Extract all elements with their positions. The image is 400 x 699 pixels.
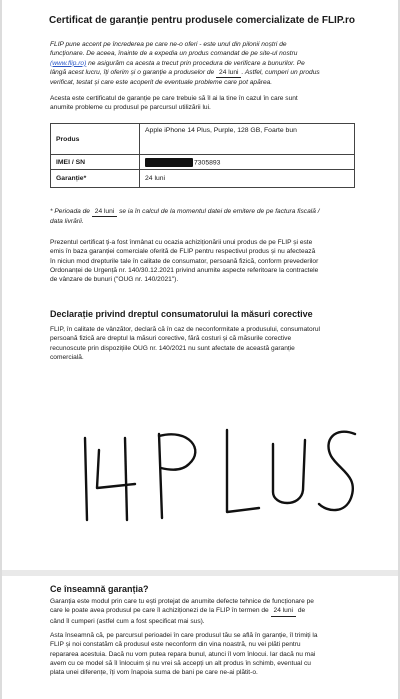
warranty-months-field: 24 luni bbox=[216, 68, 241, 78]
declaration-paragraph: FLIP, în calitate de vânzător, declară că în caz de neconformitate a produsului, consumatorul persoană fizică are dreptul la măsuri corective, fără costuri și că măsurile corective recunoscute prin dispozițiile OUG nr. 140/2021 nu sunt afectate de această garanție comercială. bbox=[50, 326, 321, 361]
warranty-term-field: 24 luni bbox=[271, 606, 296, 616]
intro-line: lângă acest lucru, îți oferim și o garanție a produselor de 24 luni . Astfel, cumperi un produs bbox=[50, 68, 370, 78]
intro-line: funcționare. De aceea, înainte de a expedia un produs comandat de pe site-ul nostru bbox=[50, 50, 298, 58]
document-page bbox=[2, 0, 398, 699]
warranty-label: Garanție* bbox=[51, 170, 140, 188]
imei-label: IMEI / SN bbox=[51, 155, 140, 170]
product-table bbox=[50, 123, 355, 188]
warranty-paragraph-1: Garanția este modul prin care tu ești protejat de anumite defecte tehnice de funcționare pe care le poate avea produsul pe care îl achiziționezi de la FLIP în termen de 24 luni de când îl cumperi (astfel cum a fost specificat mai sus). bbox=[50, 598, 314, 625]
flip-website-link[interactable]: (www.flip.ro) bbox=[50, 59, 87, 67]
imei-value: 7305893 bbox=[194, 158, 221, 166]
intro-paragraph-2: Acesta este certificatul de garanție pe care trebuie să îl ai la tine în cazul în care sunt anumite probleme cu produsul pe parcursul utilizării lui. bbox=[50, 95, 298, 112]
handwritten-note bbox=[77, 420, 367, 525]
intro-paragraph bbox=[50, 40, 370, 87]
warranty-paragraph-2: Asta înseamnă că, pe parcursul perioadei în care produsul tău se află în garanție, îl trimiți la FLIP și noi constatăm că produsul este neconform din vina noastră, nu vei plăti pentru repararea acestuia. Dacă nu vom putea repara bunul, atunci îl vom înlocui. Iar dacă nu mai avem cu ce model să îl înlocuim și nu vrei să accepți un alt produs în schimb, eventual cu plata unei diferențe, îți vom înapoia suma de bani pe care ne-ai plătit-o. bbox=[50, 632, 318, 677]
declaration-heading: Declarație privind dreptul consumatorului la măsuri corective bbox=[50, 309, 313, 319]
certificate-page-1 bbox=[2, 0, 398, 570]
imei-cell bbox=[140, 155, 355, 170]
footnote-months-field: 24 luni bbox=[92, 207, 117, 217]
product-value: Apple iPhone 14 Plus, Purple, 128 GB, Foarte bun bbox=[140, 124, 355, 155]
redaction-mark bbox=[145, 158, 193, 167]
certificate-page-2 bbox=[2, 576, 398, 699]
document-title: Certificat de garanție pentru produsele comercializate de FLIP.ro bbox=[48, 15, 355, 26]
warranty-value: 24 luni bbox=[140, 170, 355, 188]
warranty-heading: Ce înseamnă garanția? bbox=[50, 584, 149, 594]
intro-line: verificat, testat și care este acoperit de eventuale probleme care pot apărea. bbox=[50, 79, 273, 87]
intro-line: FLIP pune accent pe încrederea pe care ne-o oferi - este unul din pilonii noștri de bbox=[50, 41, 287, 48]
footnote: * Perioada de 24 luni se ia în calcul de la momentul datei de emitere de pe factura fiscală / data livrării. bbox=[50, 208, 320, 226]
product-label: Produs bbox=[51, 124, 140, 155]
intro-line: (www.flip.ro) ne asigurăm ca acesta a trecut prin procedura de verificare a bunurilor. Pe bbox=[50, 59, 305, 67]
legal-paragraph: Prezentul certificat ți-a fost înmânat cu ocazia achiziționării unui produs de pe FLIP și este emis în baza garanției comerciale oferită de FLIP pentru respectivul produs și nu afectează în niciun mod drepturile tale în calitate de consumator, persoană fizică, conform prevederilor Ordonanței de Urgență nr. 140/30.12.2021 privind anumite aspecte referitoare la contractele de vânzare de bunuri ("OUG nr. 140/2021"). bbox=[50, 239, 319, 284]
